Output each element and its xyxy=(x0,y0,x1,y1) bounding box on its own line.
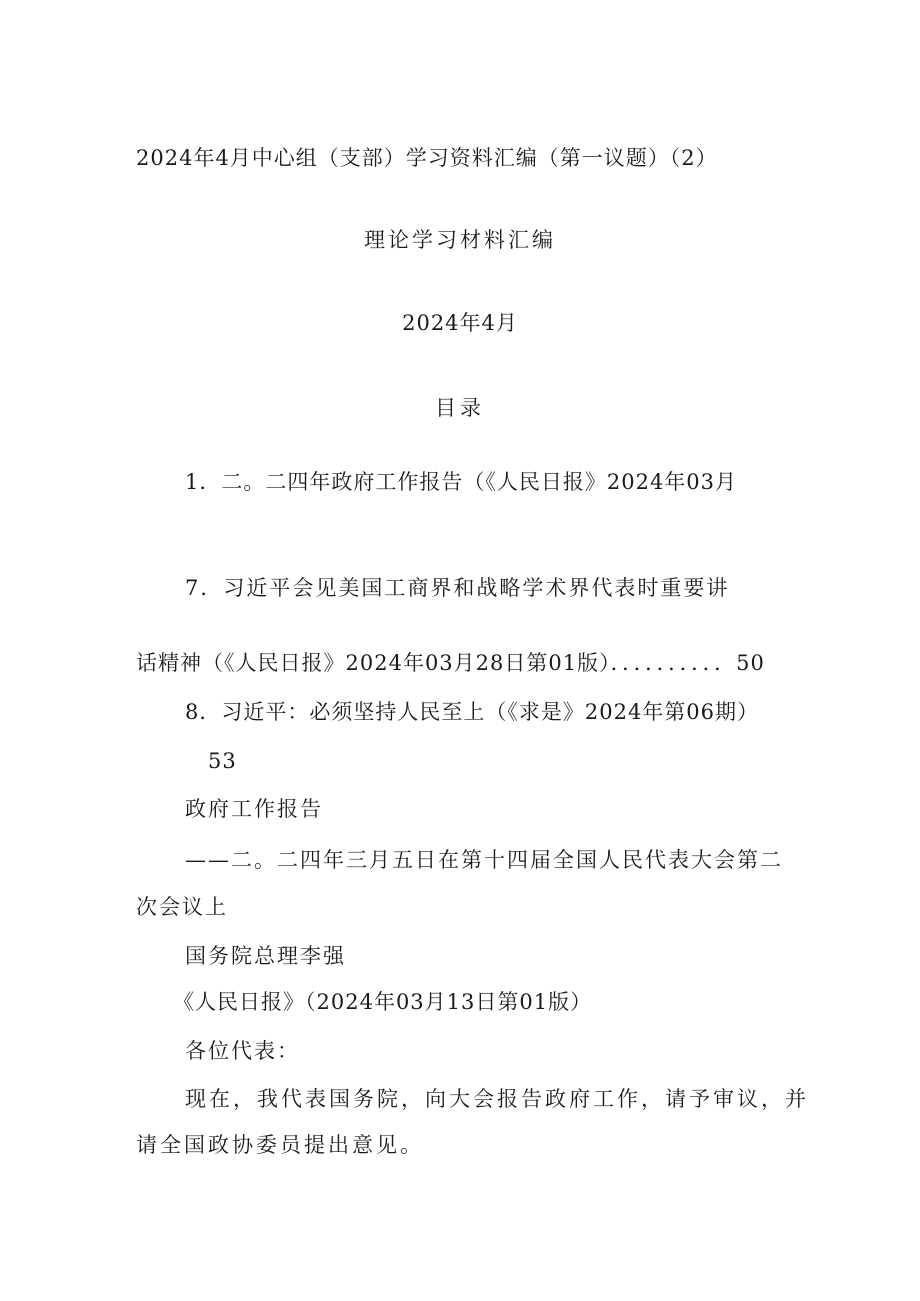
document-date: 2024年4月 xyxy=(402,311,518,335)
toc-item: 7．习近平会见美国工商界和战略学术界代表时重要讲 xyxy=(185,576,730,600)
section-heading: 政府工作报告 xyxy=(185,797,323,821)
toc-item: 8．习近平：必须坚持人民至上（《求是》2024年第06期） xyxy=(185,700,760,724)
toc-heading: 目录 xyxy=(435,396,485,420)
occasion-line: 次会议上 xyxy=(136,895,228,919)
document-title: 2024年4月中心组（支部）学习资料汇编（第一议题）（2） xyxy=(136,146,718,170)
salutation: 各位代表： xyxy=(185,1039,300,1063)
toc-item-page-number: 53 xyxy=(208,749,237,773)
author-line: 国务院总理李强 xyxy=(185,944,346,968)
occasion-line: ——二。二四年三月五日在第十四届全国人民代表大会第二 xyxy=(185,848,783,872)
toc-item: 1．二。二四年政府工作报告（《人民日报》2024年03月 xyxy=(185,470,738,494)
toc-item-continuation: 话精神（《人民日报》2024年03月28日第01版）．．．．．．．．．．50 xyxy=(136,651,765,675)
document-subtitle: 理论学习材料汇编 xyxy=(364,228,556,252)
body-paragraph-line: 请全国政协委员提出意见。 xyxy=(136,1133,424,1157)
body-paragraph-line: 现在，我代表国务院，向大会报告政府工作，请予审议，并 xyxy=(185,1087,809,1111)
source-line: 《人民日报》（2024年03月13日第01版） xyxy=(173,990,593,1014)
